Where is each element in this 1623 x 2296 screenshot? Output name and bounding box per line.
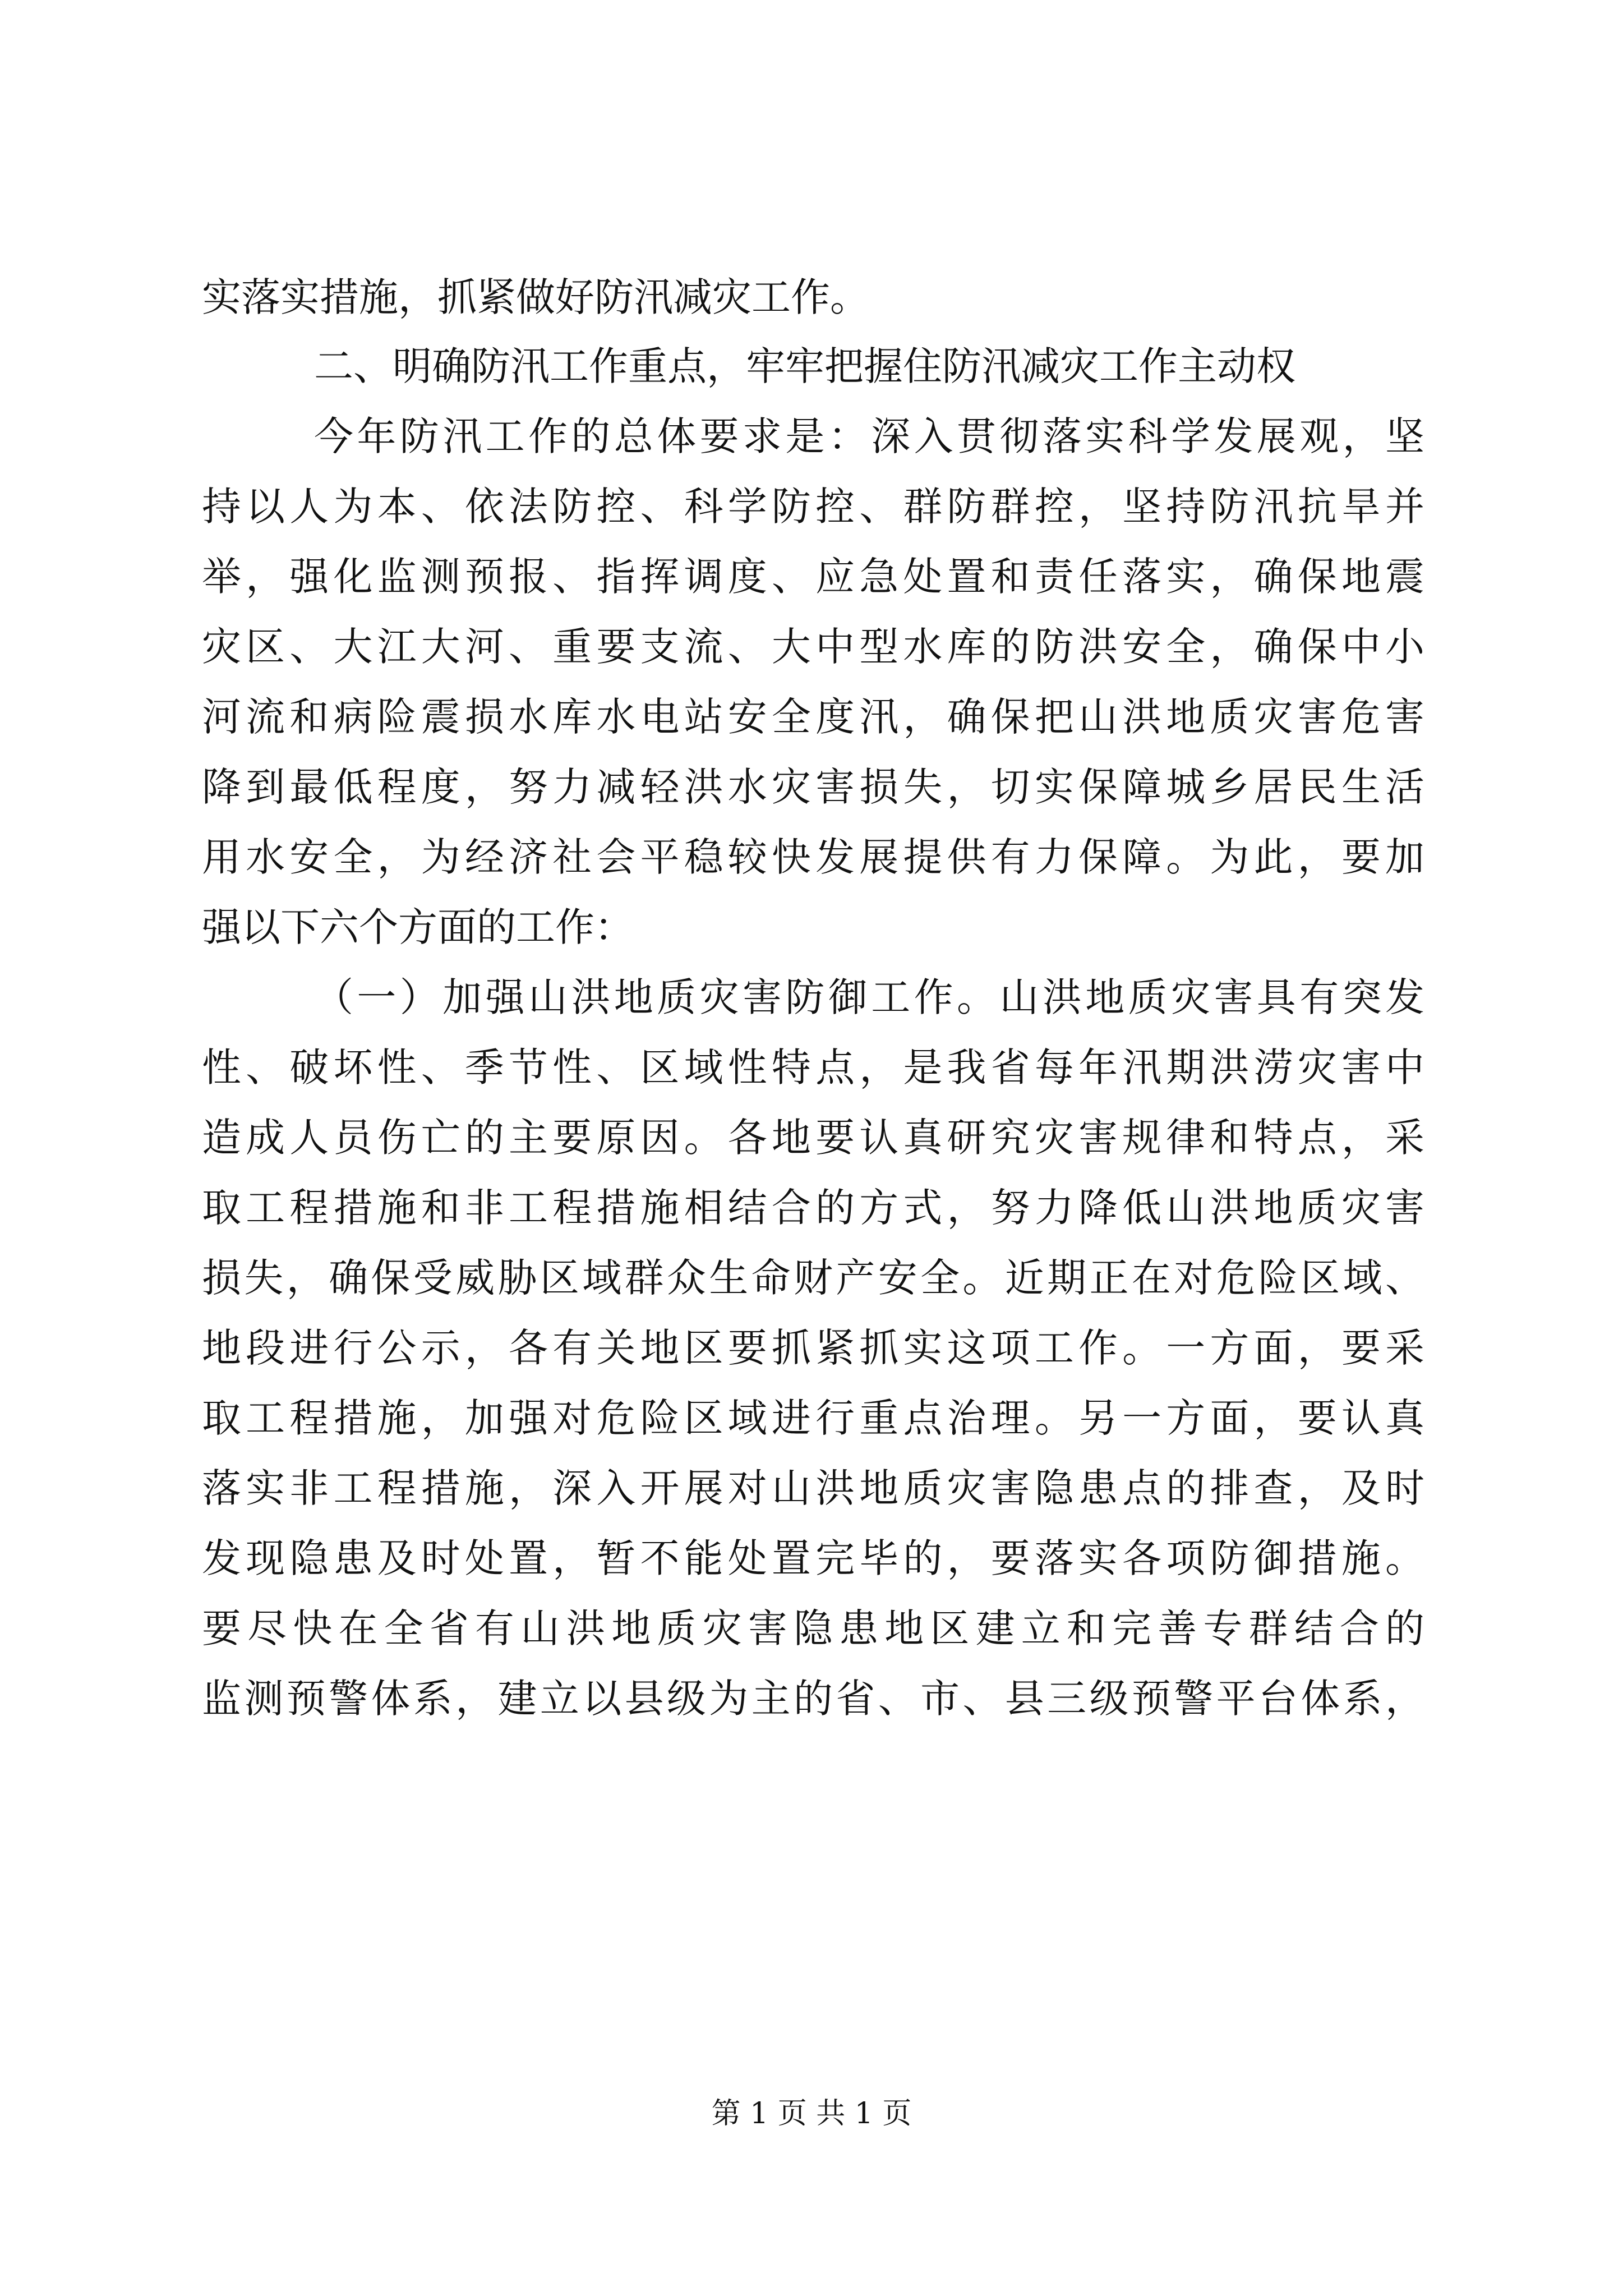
subsection-line-1: （一）加强山洪地质灾害防御工作。山洪地质灾害具有突发 [314, 974, 1424, 1020]
body-line-8: 降到最低程度，努力减轻洪水灾害损失，切实保障城乡居民生活 [202, 764, 1424, 810]
body-line-9: 用水安全，为经济社会平稳较快发展提供有力保障。为此，要加 [202, 834, 1424, 880]
body-line-12: 性、破坏性、季节性、区域性特点，是我省每年汛期洪涝灾害中 [202, 1045, 1424, 1091]
body-line-10: 强以下六个方面的工作： [202, 904, 634, 950]
body-line-21: 监测预警体系，建立以县级为主的省、市、县三级预警平台体系， [202, 1676, 1424, 1722]
body-line-5: 举，强化监测预报、指挥调度、应急处置和责任落实，确保地震 [202, 554, 1424, 600]
page-footer: 第 1 页 共 1 页 [711, 2097, 912, 2131]
body-line-3: 今年防汛工作的总体要求是：深入贯彻落实科学发展观，坚 [314, 413, 1424, 459]
body-line-13: 造成人员伤亡的主要原因。各地要认真研究灾害规律和特点，采 [202, 1115, 1424, 1161]
body-line-4: 持以人为本、依法防控、科学防控、群防群控，坚持防汛抗旱并 [202, 484, 1424, 530]
section-heading: 二、明确防汛工作重点，牢牢把握住防汛减灾工作主动权 [314, 343, 1295, 389]
body-line-20: 要尽快在全省有山洪地质灾害隐患地区建立和完善专群结合的 [202, 1605, 1424, 1651]
body-line-18: 落实非工程措施，深入开展对山洪地质灾害隐患点的排查，及时 [202, 1465, 1424, 1511]
body-line-16: 地段进行公示，各有关地区要抓紧抓实这项工作。一方面，要采 [202, 1325, 1424, 1371]
body-line-6: 灾区、大江大河、重要支流、大中型水库的防洪安全，确保中小 [202, 624, 1424, 670]
body-line-1: 实落实措施，抓紧做好防汛减灾工作。 [202, 274, 869, 320]
body-line-7: 河流和病险震损水库水电站安全度汛，确保把山洪地质灾害危害 [202, 694, 1424, 740]
body-line-15: 损失，确保受威胁区域群众生命财产安全。近期正在对危险区域、 [202, 1255, 1424, 1301]
body-line-14: 取工程措施和非工程措施相结合的方式，努力降低山洪地质灾害 [202, 1185, 1424, 1231]
body-line-19: 发现隐患及时处置，暂不能处置完毕的，要落实各项防御措施。 [202, 1535, 1424, 1581]
body-line-17: 取工程措施，加强对危险区域进行重点治理。另一方面，要认真 [202, 1395, 1424, 1441]
